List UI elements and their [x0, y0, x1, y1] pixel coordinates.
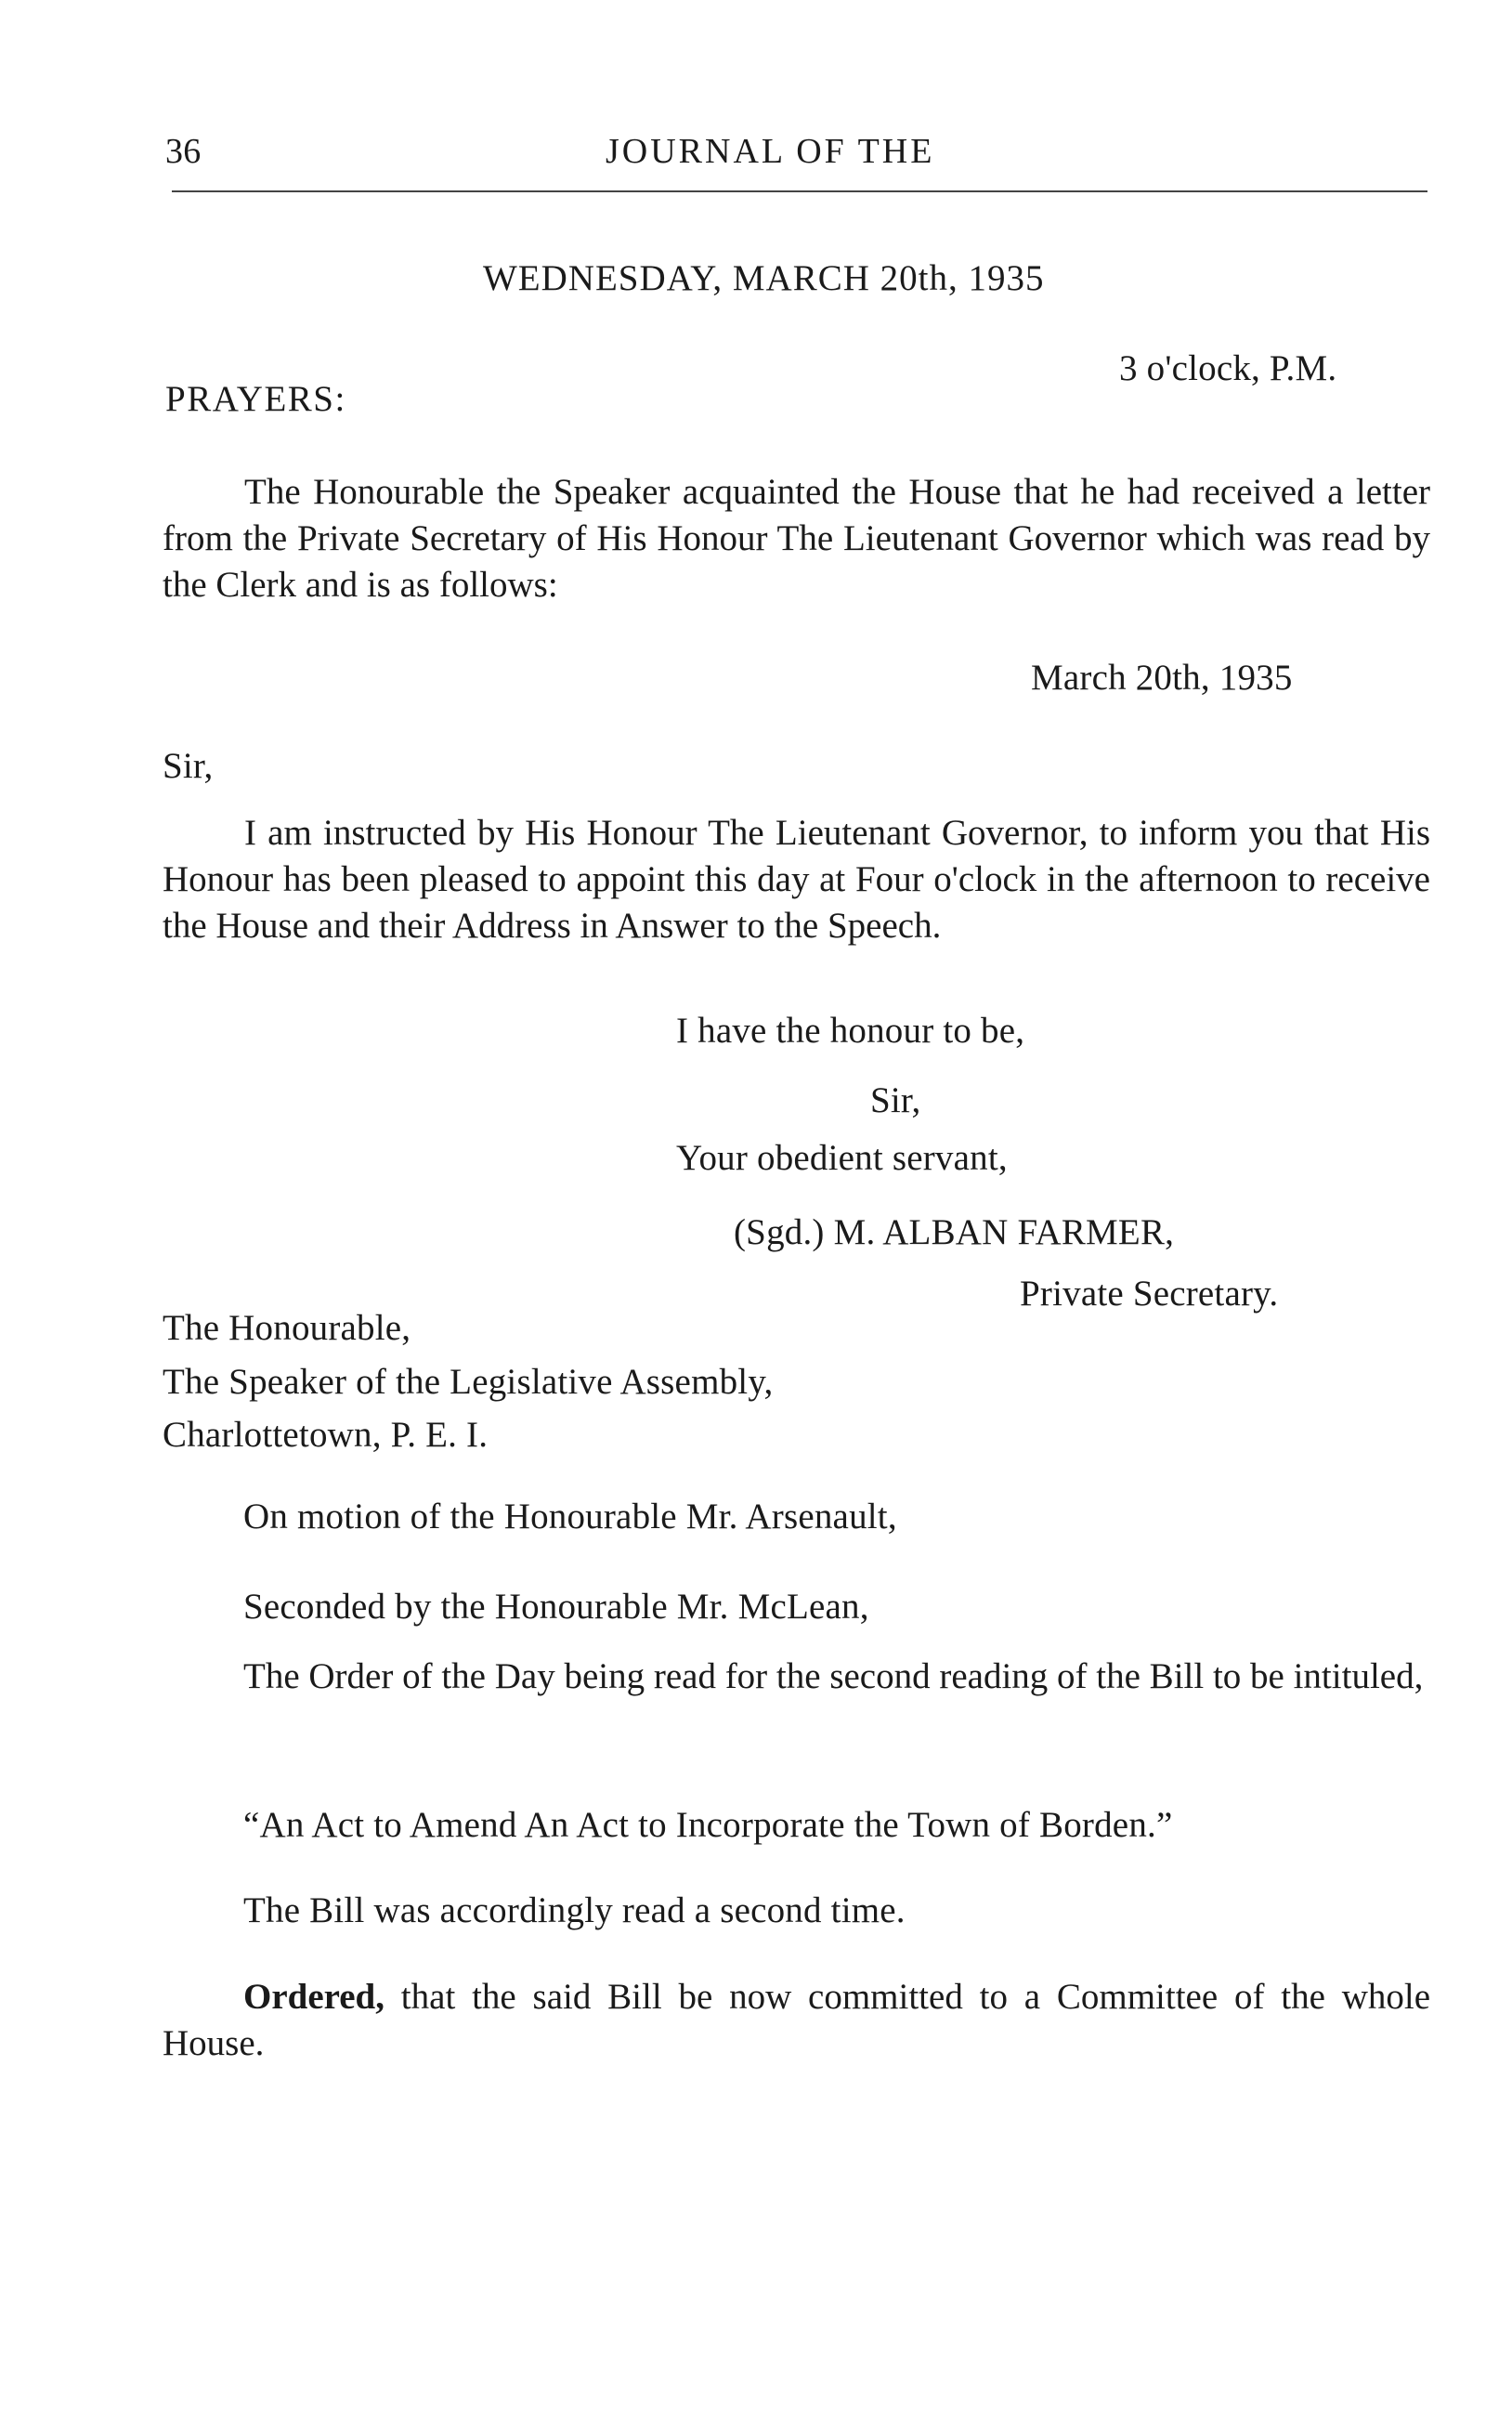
address-line-1: The Honourable,: [163, 1308, 411, 1348]
header-rule: [172, 190, 1427, 192]
speaker-paragraph: The Honourable the Speaker acquainted the House that he had received a letter from the Private Secretary of His Honour The Lieutenant Governor which was read by the Clerk and is as follows:: [163, 472, 1430, 605]
letter-signer-title: Private Secretary.: [1020, 1274, 1279, 1314]
sitting-time: 3 o'clock, P.M.: [1119, 348, 1337, 388]
letter-closing-sir: Sir,: [870, 1080, 921, 1120]
letter-closing-line: I have the honour to be,: [676, 1011, 1025, 1051]
letter-date: March 20th, 1935: [1031, 658, 1293, 698]
letter-closing-servant: Your obedient servant,: [676, 1138, 1008, 1178]
bill-title: “An Act to Amend An Act to Incorporate the Town of Borden.”: [243, 1805, 1173, 1845]
second-reading-statement: The Bill was accordingly read a second time.: [243, 1890, 906, 1930]
letter-body: I am instructed by His Honour The Lieutenant Governor, to inform you that His Honour has been pleased to appoint this day at Four o'clock in the afternoon to receive the House and their Address in Answer to the Speech.: [163, 813, 1430, 946]
ordered-label: Ordered,: [243, 1977, 385, 2017]
address-line-3: Charlottetown, P. E. I.: [163, 1415, 489, 1455]
address-line-2: The Speaker of the Legislative Assembly,: [163, 1362, 774, 1402]
page-number: 36: [165, 132, 202, 171]
ordered-text: that the said Bill be now committed to a Committee of the whole House.: [163, 1977, 1430, 2063]
motion-mover: On motion of the Honourable Mr. Arsenault,: [243, 1497, 897, 1536]
sitting-date-heading: WEDNESDAY, MARCH 20th, 1935: [483, 258, 1045, 298]
prayers-label: PRAYERS:: [165, 379, 346, 419]
ordered-paragraph: [163, 1974, 1430, 2067]
letter-salutation: Sir,: [163, 746, 214, 786]
order-of-day-paragraph: The Order of the Day being read for the second reading of the Bill to be intituled,: [243, 1656, 1424, 1696]
running-head: JOURNAL OF THE: [606, 132, 935, 171]
motion-seconder: Seconded by the Honourable Mr. McLean,: [243, 1587, 869, 1627]
letter-signer: (Sgd.) M. ALBAN FARMER,: [734, 1212, 1175, 1252]
